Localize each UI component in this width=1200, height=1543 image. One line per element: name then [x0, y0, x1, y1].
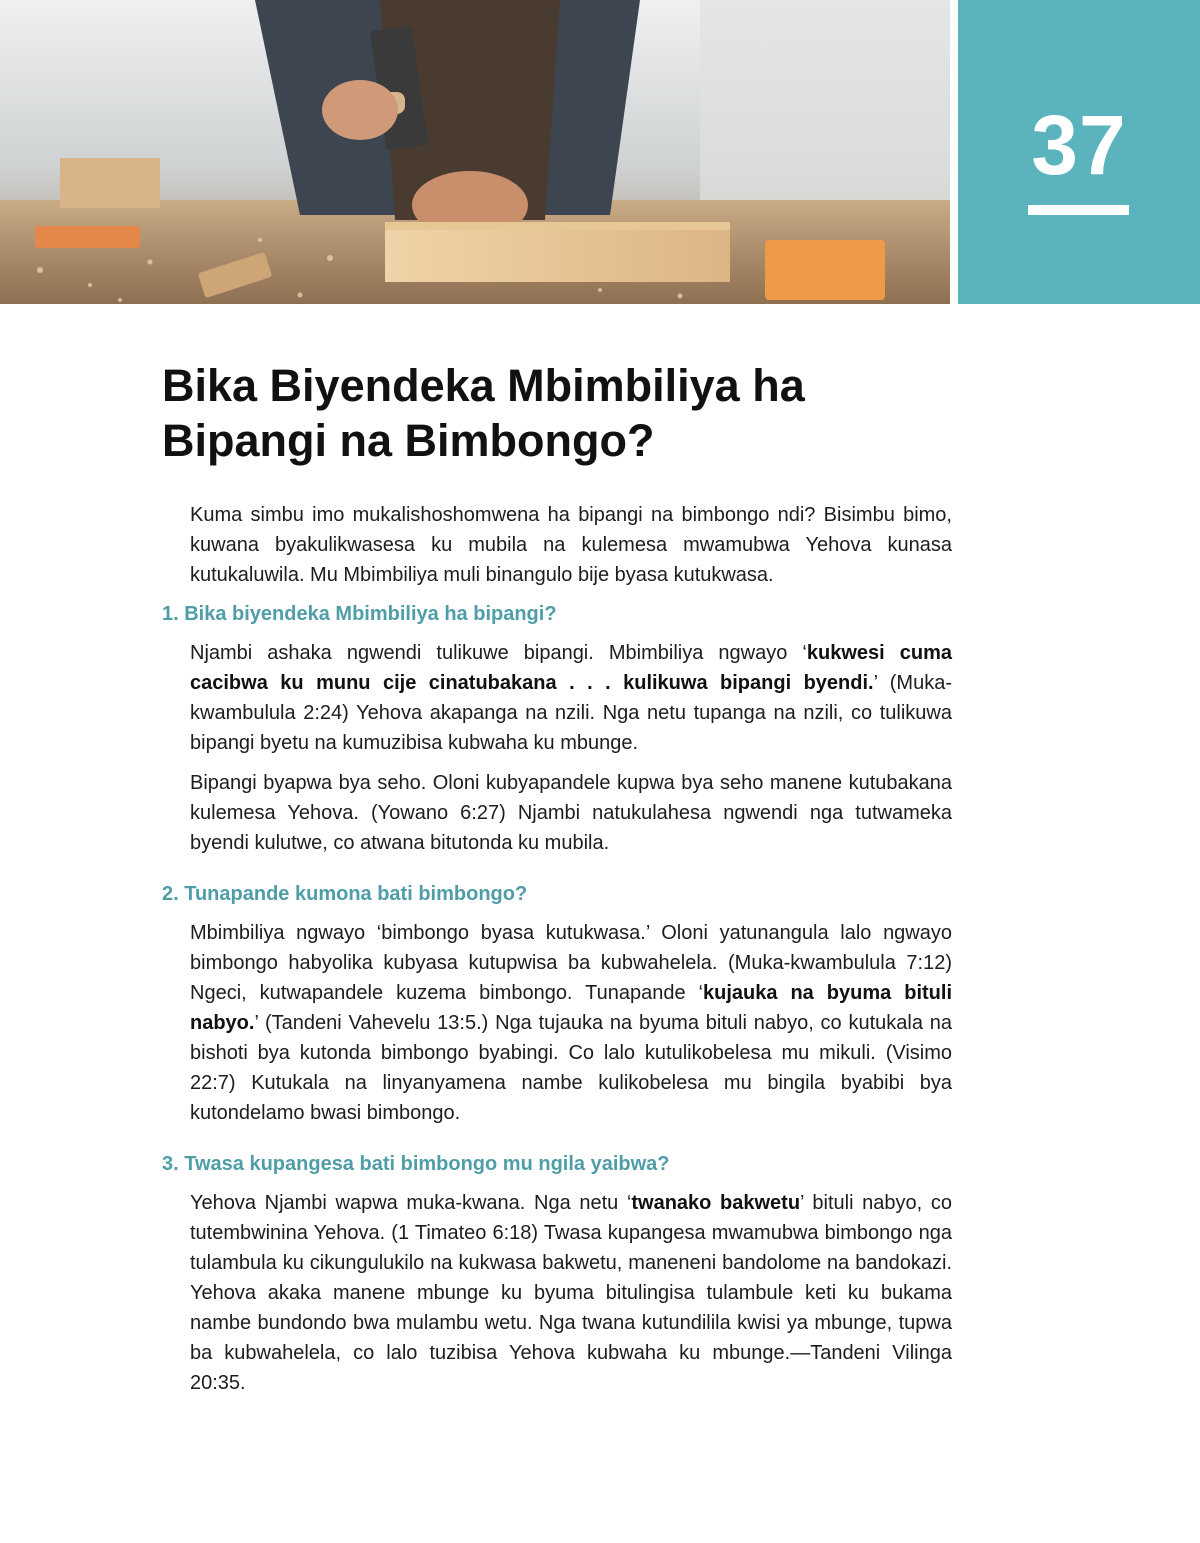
section-2-text-after: ’ (Tandeni Vahevelu 13:5.) Nga tujauka na byuma bituli nabyo, co kutukala na bishoti bya kutonda bimbongo byabingi. Co lalo kutulikobelesa mu mikuli. (Visimo 22:7) Kutukala na linyanyamena nambe kulikobelesa mu bingila byabibi bya kutondelamo bwasi bimbongo.	[190, 1012, 952, 1124]
lesson-body	[162, 500, 952, 1408]
section-3-text-after: ’ bituli nabyo, co tutembwinina Yehova. (1 Timateo 6:18) Twasa kupangesa mwamubwa bimbongo nga tulambula ku cikungulukilo na kukwasa bakwetu, maneneni bandolome na bandokazi. Yehova akaka manene mbunge ku byuma bitulingisa tulambule keti ku bukama nambe bundondo bwa mulambu wetu. Nga twana kutundilila kwisi ya mbunge, tupwa ba kubwahelela, co lalo tuzibisa Yehova kubwaha ku mbunge.—Tandeni Vilinga 20:35.	[190, 1192, 952, 1394]
section-1-paragraph-1	[190, 638, 952, 758]
lesson-number-underline	[1028, 205, 1129, 215]
section-2-paragraph-1	[190, 918, 952, 1128]
section-3-quote: twanako bakwetu	[631, 1192, 801, 1214]
lesson-number-panel	[958, 0, 1200, 304]
section-1-text-before: Njambi ashaka ngwendi tulikuwe bipangi. Mbimbiliya ngwayo ‘	[190, 642, 807, 664]
section-1-paragraph-2: Bipangi byapwa bya seho. Oloni kubyapandele kupwa bya seho manene kutubakana kulemesa Yehova. (Yowano 6:27) Njambi natukulahesa ngwendi nga tutwameka byendi kulutwe, co atwana bitutonda ku mubila.	[190, 772, 952, 854]
page-title: Bika Biyendeka Mbimbiliya ha Bipangi na Bimbongo?	[162, 360, 805, 466]
section-3-text-before: Yehova Njambi wapwa muka-kwana. Nga netu ‘	[190, 1192, 632, 1214]
intro-paragraph: Kuma simbu imo mukalishoshomwena ha bipangi na bimbongo ndi? Bisimbu bimo, kuwana byakulikwasesa ku mubila na kulemesa mwamubwa Yehova kunasa kutukaluwila. Mu Mbimbiliya muli binangulo bije byasa kutukwasa.	[190, 504, 952, 586]
section-3-paragraph-1	[190, 1188, 952, 1398]
lesson-number: 37	[1031, 98, 1127, 192]
section-2-text-before: Mbimbiliya ngwayo ‘bimbongo byasa kutukwasa.’ Oloni yatunangula lalo ngwayo bimbongo habyolika kubyasa kutupwisa ba kubwahelela. (Muka-kwambulula 7:12) Ngeci, kutwapandele kuzema bimbongo. Tunapande ‘	[190, 922, 952, 1004]
section-2-heading: 2. Tunapande kumona bati bimbongo?	[162, 883, 528, 905]
section-1-text-after: ’ (Muka-kwambulula 2:24) Yehova akapanga na nzili. Nga netu tupanga na nzili, co tulikuwa bipangi byetu na kumuzibisa kubwaha ku mbunge.	[190, 672, 952, 754]
section-2-quote: kujauka na byuma bituli nabyo.	[190, 982, 952, 1034]
section-1-quote: kukwesi cuma cacibwa ku munu cije cinatubakana . . . kulikuwa bipangi byendi.	[190, 642, 952, 694]
header-photo	[0, 0, 950, 304]
carpenter-hammering-wood-photo	[0, 0, 950, 304]
section-3-heading: 3. Twasa kupangesa bati bimbongo mu ngila yaibwa?	[162, 1153, 670, 1175]
section-1-heading: 1. Bika biyendeka Mbimbiliya ha bipangi?	[162, 603, 557, 625]
